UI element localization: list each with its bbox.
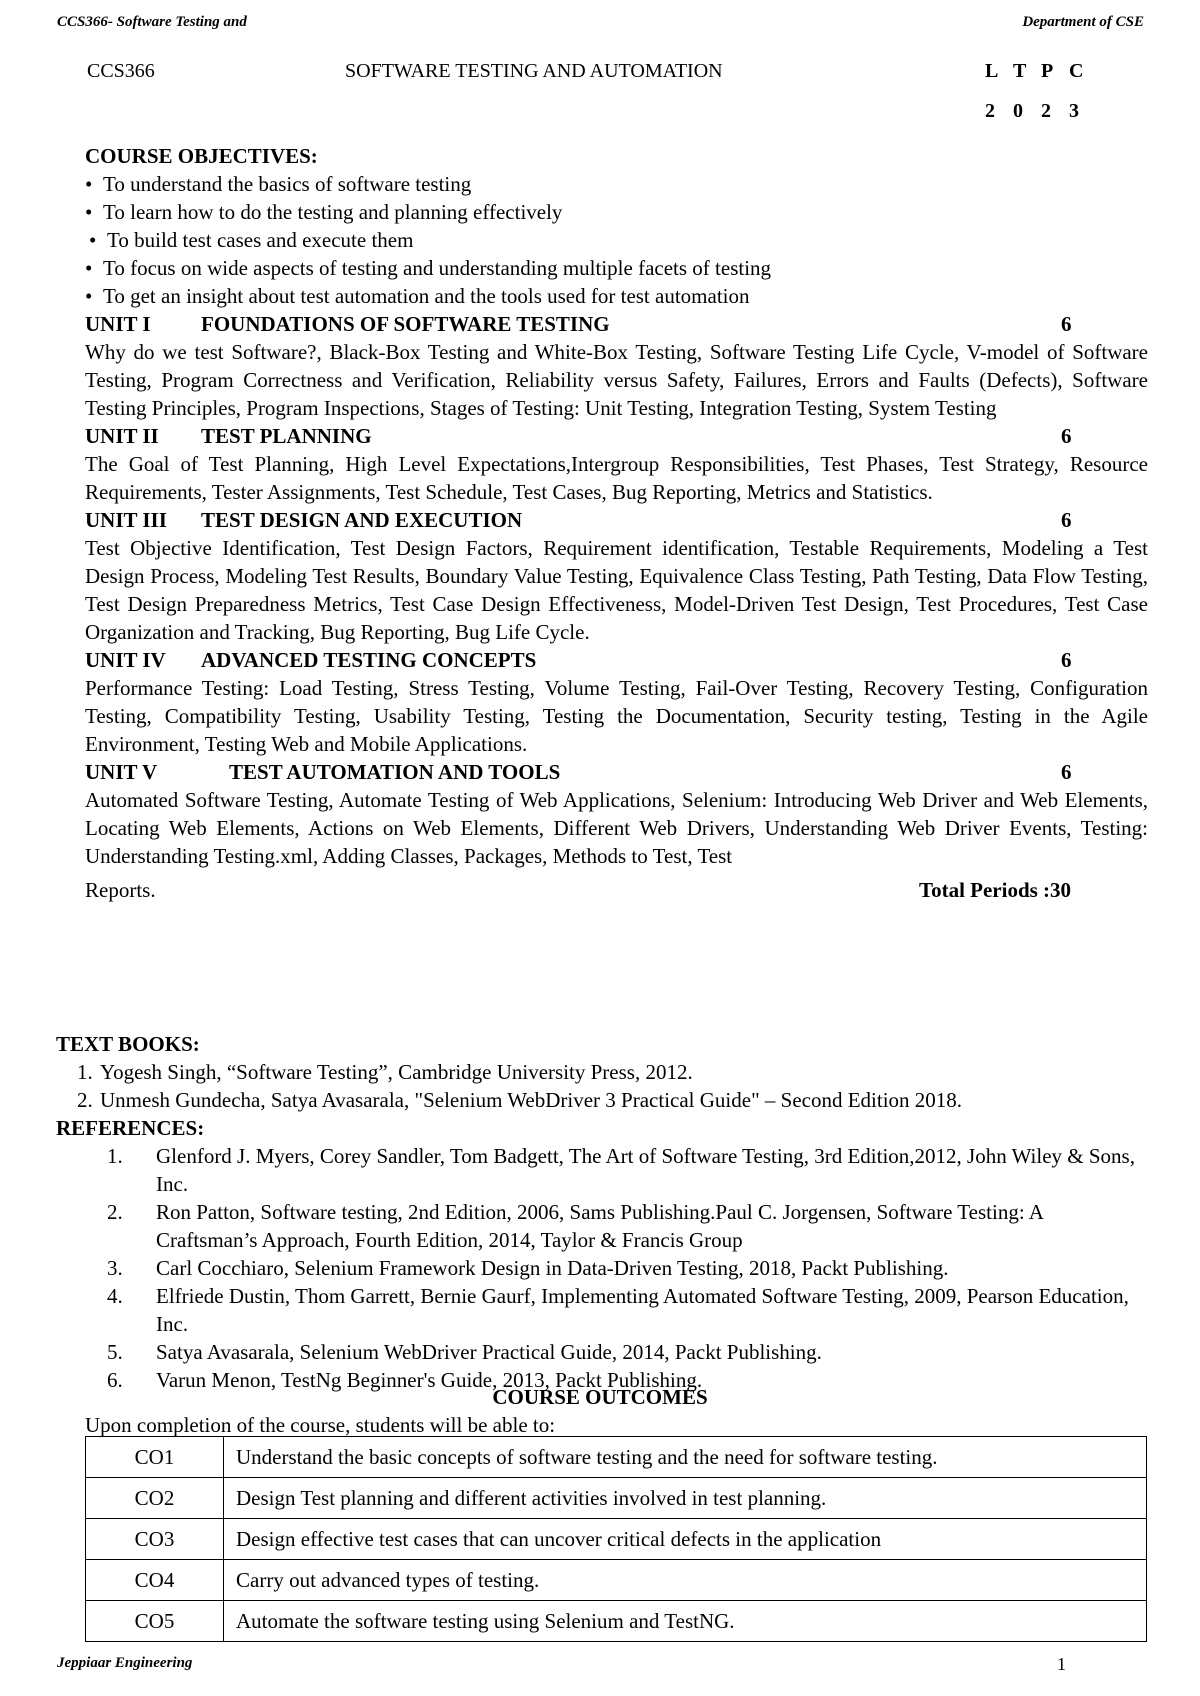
ltpc-label: P [1041,60,1054,82]
unit-hours: 6 [1061,648,1072,672]
table-row [86,1560,1147,1601]
unit-title: FOUNDATIONS OF SOFTWARE TESTING [201,312,610,336]
course-outcomes-heading: COURSE OUTCOMES [492,1385,708,1409]
outcome-code: CO3 [86,1519,224,1560]
bullet-icon: • [85,200,93,224]
ltpc-value: 2 [985,100,995,122]
unit-hours: 6 [1061,312,1072,336]
unit-content: Automated Software Testing, Automate Testing of Web Applications, Selenium: Introducing Web Driver and Web Elements, Locating Web Elements, Actions on Web Elements, Different Web Drivers, Understanding Web Driver Events, Testing: Understanding Testing.xml, Adding Classes, Packages, Methods to Test, Test [85,788,1148,868]
objective-item: • To learn how to do the testing and planning effectively [85,200,563,224]
table-row [86,1601,1147,1642]
outcome-text: Carry out advanced types of testing. [224,1560,1147,1601]
objective-item: • To get an insight about test automation and the tools used for test automation [85,284,750,308]
unit-content: The Goal of Test Planning, High Level Expectations,Intergroup Responsibilities, Test Phases, Test Strategy, Resource Requirements, Tester Assignments, Test Schedule, Test Cases, Bug Reporting, Metrics and Statistics. [85,452,1148,504]
reports-row [85,876,1148,910]
course-title-row [87,60,1087,86]
unit-number: UNIT I [85,312,151,336]
reference-item: 1. Glenford J. Myers, Corey Sandler, Tom Badgett, The Art of Software Testing, 3rd Edition,2012, John Wiley & Sons, Inc. [128,1142,1148,1198]
unit-heading [85,646,1148,674]
ltpc-value: 3 [1069,100,1079,122]
outcome-text: Design Test planning and different activities involved in test planning. [224,1478,1147,1519]
unit-title: TEST DESIGN AND EXECUTION [201,508,523,532]
text-book-item: 1. Yogesh Singh, “Software Testing”, Cambridge University Press, 2012. [98,1058,1148,1086]
unit-heading [85,758,1148,786]
unit-number: UNIT III [85,508,167,532]
unit-heading [85,422,1148,450]
unit-hours: 6 [1061,424,1072,448]
ltpc-label: T [1013,60,1027,82]
outcome-text: Understand the basic concepts of software testing and the need for software testing. [224,1437,1147,1478]
bullet-icon: • [85,172,93,196]
text-books-list [56,1058,1148,1114]
reference-item: 3. Carl Cocchiaro, Selenium Framework Design in Data-Driven Testing, 2018, Packt Publishing. [128,1254,1148,1282]
total-periods: Total Periods :30 [919,878,1072,902]
unit-number: UNIT V [85,760,158,784]
references-list [56,1142,1148,1394]
unit-hours: 6 [1061,760,1072,784]
unit-title: ADVANCED TESTING CONCEPTS [201,648,537,672]
syllabus-main [85,142,1148,910]
outcome-code: CO1 [86,1437,224,1478]
unit-hours: 6 [1061,508,1072,532]
footer-institution: Jeppiaar Engineering [57,1655,193,1671]
objectives-list [85,170,1148,310]
outcome-code: CO5 [86,1601,224,1642]
objective-item: • To understand the basics of software testing [85,172,472,196]
running-header-right: Department of CSE [1022,14,1144,30]
bullet-icon: • [85,256,93,280]
objective-item: • To focus on wide aspects of testing and understanding multiple facets of testing [85,256,772,280]
reference-item: 5. Satya Avasarala, Selenium WebDriver Practical Guide, 2014, Packt Publishing. [128,1338,1148,1366]
text-books-heading: TEXT BOOKS: [56,1032,200,1056]
running-header-left: CCS366- Software Testing and [57,14,247,30]
objective-item: • To build test cases and execute them [89,228,414,252]
unit-title: TEST PLANNING [201,424,372,448]
reference-item: 4. Elfriede Dustin, Thom Garrett, Bernie Gaurf, Implementing Automated Software Testing, 2009, Pearson Education, Inc. [128,1282,1148,1338]
table-row [86,1437,1147,1478]
course-title: SOFTWARE TESTING AND AUTOMATION [345,60,723,82]
objectives-heading: COURSE OBJECTIVES: [85,144,318,168]
unit-content: Test Objective Identification, Test Design Factors, Requirement identification, Testable Requirements, Modeling a Test Design Process, Modeling Test Results, Boundary Value Testing, Equivalence Class Testing, Path Testing, Data Flow Testing, Test Design Preparedness Metrics, Test Case Design Effectiveness, Model-Driven Test Design, Test Procedures, Test Case Organization and Tracking, Bug Reporting, Bug Life Cycle. [85,536,1148,644]
unit-number: UNIT IV [85,648,166,672]
unit-number: UNIT II [85,424,159,448]
ltpc-values [985,100,1097,123]
outcome-code: CO2 [86,1478,224,1519]
ltpc-labels [985,60,1097,83]
reference-item: 6. Varun Menon, TestNg Beginner's Guide, 2013, Packt Publishing. [128,1366,1148,1394]
course-outcomes-table [85,1436,1147,1642]
table-row [86,1519,1147,1560]
outcome-code: CO4 [86,1560,224,1601]
outcome-text: Design effective test cases that can uncover critical defects in the application [224,1519,1147,1560]
unit-title: TEST AUTOMATION AND TOOLS [229,760,561,784]
reference-item: 2. Ron Patton, Software testing, 2nd Edition, 2006, Sams Publishing.Paul C. Jorgensen, Software Testing: A Craftsman’s Approach, Fourth Edition, 2014, Taylor & Francis Group [128,1198,1148,1254]
ltpc-label: L [985,60,999,82]
unit-heading [85,506,1148,534]
unit-content: Why do we test Software?, Black-Box Testing and White-Box Testing, Software Testing Life Cycle, V-model of Software Testing, Program Correctness and Verification, Reliability versus Safety, Failures, Errors and Faults (Defects), Software Testing Principles, Program Inspections, Stages of Testing: Unit Testing, Integration Testing, System Testing [85,340,1148,420]
page-number: 1 [1057,1654,1066,1674]
ltpc-value: 0 [1013,100,1023,122]
table-row [86,1478,1147,1519]
ltpc-value: 2 [1041,100,1051,122]
books-section [56,1030,1148,1394]
bullet-icon: • [89,228,97,252]
ltpc-label: C [1069,60,1084,82]
references-heading: REFERENCES: [56,1116,205,1140]
outcome-text: Automate the software testing using Selenium and TestNG. [224,1601,1147,1642]
bullet-icon: • [85,284,93,308]
text-book-item: 2. Unmesh Gundecha, Satya Avasarala, "Selenium WebDriver 3 Practical Guide" – Second Edition 2018. [98,1086,1148,1114]
unit-content: Performance Testing: Load Testing, Stress Testing, Volume Testing, Fail-Over Testing, Recovery Testing, Configuration Testing, Compatibility Testing, Usability Testing, Testing the Documentation, Security testing, Testing in the Agile Environment, Testing Web and Mobile Applications. [85,676,1148,756]
course-outcomes-intro: Upon completion of the course, students will be able to: [85,1413,556,1437]
course-code: CCS366 [87,60,155,82]
unit-heading [85,310,1148,338]
reports-text: Reports. [85,878,156,902]
